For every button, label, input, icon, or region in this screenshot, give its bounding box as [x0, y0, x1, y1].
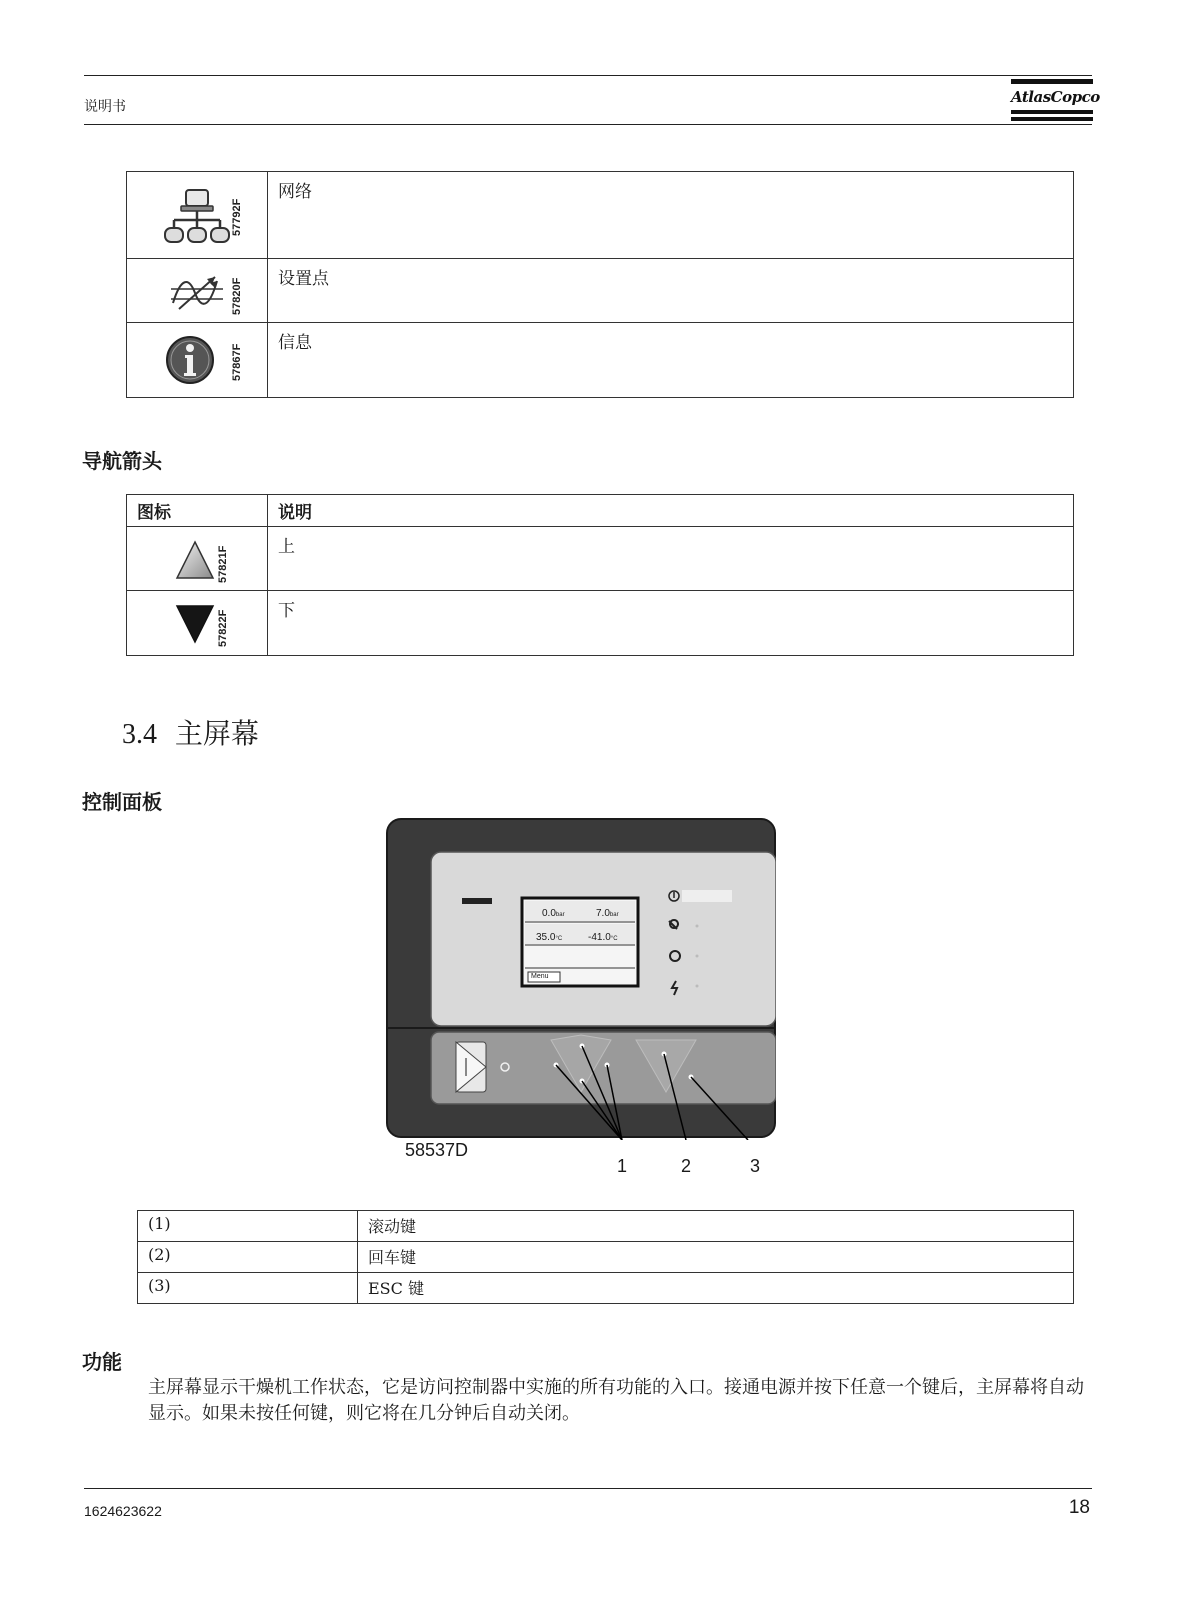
control-panel-heading: 控制面板: [82, 790, 162, 814]
header-title: 说明书: [84, 99, 126, 115]
legend-key: (3): [148, 1276, 171, 1295]
icon-code: 57821F: [217, 545, 229, 583]
screen-reading-1: [542, 908, 565, 919]
header-rule-top: [84, 75, 1092, 76]
function-paragraph: 主屏幕显示干燥机工作状态，它是访问控制器中实施的所有功能的入口。接通电源并按下任意一个键后，主屏幕将自动显示。如果未按任何键，则它将在几分钟后自动关闭。: [148, 1377, 1084, 1424]
icon-cell: [127, 172, 268, 259]
screen-value-1: 0.0: [542, 908, 556, 919]
icon-code: 57867F: [231, 343, 243, 381]
column-header-description-label: 说明: [278, 503, 312, 523]
header-rule-bottom: [84, 124, 1092, 125]
icon-code: 57820F: [231, 277, 243, 315]
callout-2: 2: [681, 1156, 692, 1176]
legend-key: (2): [148, 1245, 171, 1264]
description-cell: [268, 591, 1074, 656]
table-row: [127, 323, 1074, 398]
legend-value-cell: [358, 1273, 1074, 1304]
screen-value-4: -41.0: [588, 932, 611, 943]
logo-text: AtlasCopco: [1011, 88, 1100, 106]
function-heading: 功能: [82, 1350, 122, 1374]
section-title: [122, 712, 259, 752]
arrow-up-label: 上: [278, 537, 295, 557]
nav-arrows-heading: 导航箭头: [82, 449, 162, 473]
legend-key-cell: [138, 1211, 358, 1242]
icon-cell: [127, 323, 268, 398]
screen-unit-3: °C: [555, 936, 563, 942]
section-title-text: 主屏幕: [174, 717, 259, 750]
icon-description-cell: [268, 323, 1074, 398]
table-row: [127, 591, 1074, 656]
figure-code: 58537D: [405, 1140, 469, 1160]
legend-value: 滚动键: [368, 1217, 417, 1236]
icon-label-network: 网络: [278, 182, 312, 202]
screen-value-3: 35.0: [536, 932, 556, 943]
atlas-copco-logo: [1011, 77, 1100, 124]
arrow-down-icon: [175, 604, 215, 644]
document-number: 1624623622: [84, 1503, 162, 1519]
table-row: [127, 259, 1074, 323]
column-header-icon-label: 图标: [137, 503, 171, 523]
screen-reading-2: [596, 908, 619, 919]
legend-key-cell: [138, 1273, 358, 1304]
legend-key-cell: [138, 1242, 358, 1273]
icon-label-setpoint: 设置点: [278, 269, 329, 289]
legend-value: ESC 键: [368, 1279, 424, 1298]
icon-cell: [127, 259, 268, 323]
icon-cell: [127, 591, 268, 656]
screen-unit-2: bar: [609, 912, 619, 918]
screen-reading-4: [588, 932, 618, 943]
section-number: 3.4: [122, 719, 157, 750]
icon-code: 57822F: [217, 609, 229, 647]
icon-description-cell: [268, 172, 1074, 259]
screen-menu-label: Menu: [531, 973, 549, 980]
icon-table: [126, 171, 1074, 398]
control-panel-drawing: [386, 818, 776, 1140]
setpoint-icon: [167, 273, 227, 313]
table-row: [138, 1242, 1074, 1273]
network-icon: [162, 187, 232, 247]
screen-reading-3: [536, 932, 562, 943]
screen-unit-4: °C: [610, 936, 618, 942]
icon-label-info: 信息: [278, 333, 312, 353]
column-header-icon: [127, 495, 268, 527]
legend-value: 回车键: [368, 1248, 417, 1267]
table-row: [138, 1273, 1074, 1304]
arrow-down-label: 下: [278, 601, 295, 621]
screen-unit-1: bar: [555, 912, 565, 918]
legend-key: (1): [148, 1214, 171, 1233]
table-header-row: [127, 495, 1074, 527]
icon-cell: [127, 527, 268, 591]
arrow-up-icon: [175, 540, 215, 580]
control-panel-figure: [386, 818, 776, 1140]
nav-arrows-table: [126, 494, 1074, 656]
page-number: 18: [1068, 1497, 1090, 1518]
callout-1: 1: [617, 1156, 628, 1176]
icon-description-cell: [268, 259, 1074, 323]
callout-3: 3: [750, 1156, 761, 1176]
table-row: [127, 172, 1074, 259]
key-legend-table: [137, 1210, 1074, 1304]
table-row: [138, 1211, 1074, 1242]
footer-rule: [84, 1488, 1092, 1489]
legend-value-cell: [358, 1242, 1074, 1273]
screen-value-2: 7.0: [596, 908, 610, 919]
icon-code: 57792F: [231, 198, 243, 236]
legend-value-cell: [358, 1211, 1074, 1242]
column-header-description: [268, 495, 1074, 527]
info-icon: [165, 335, 215, 385]
table-row: [127, 527, 1074, 591]
description-cell: [268, 527, 1074, 591]
